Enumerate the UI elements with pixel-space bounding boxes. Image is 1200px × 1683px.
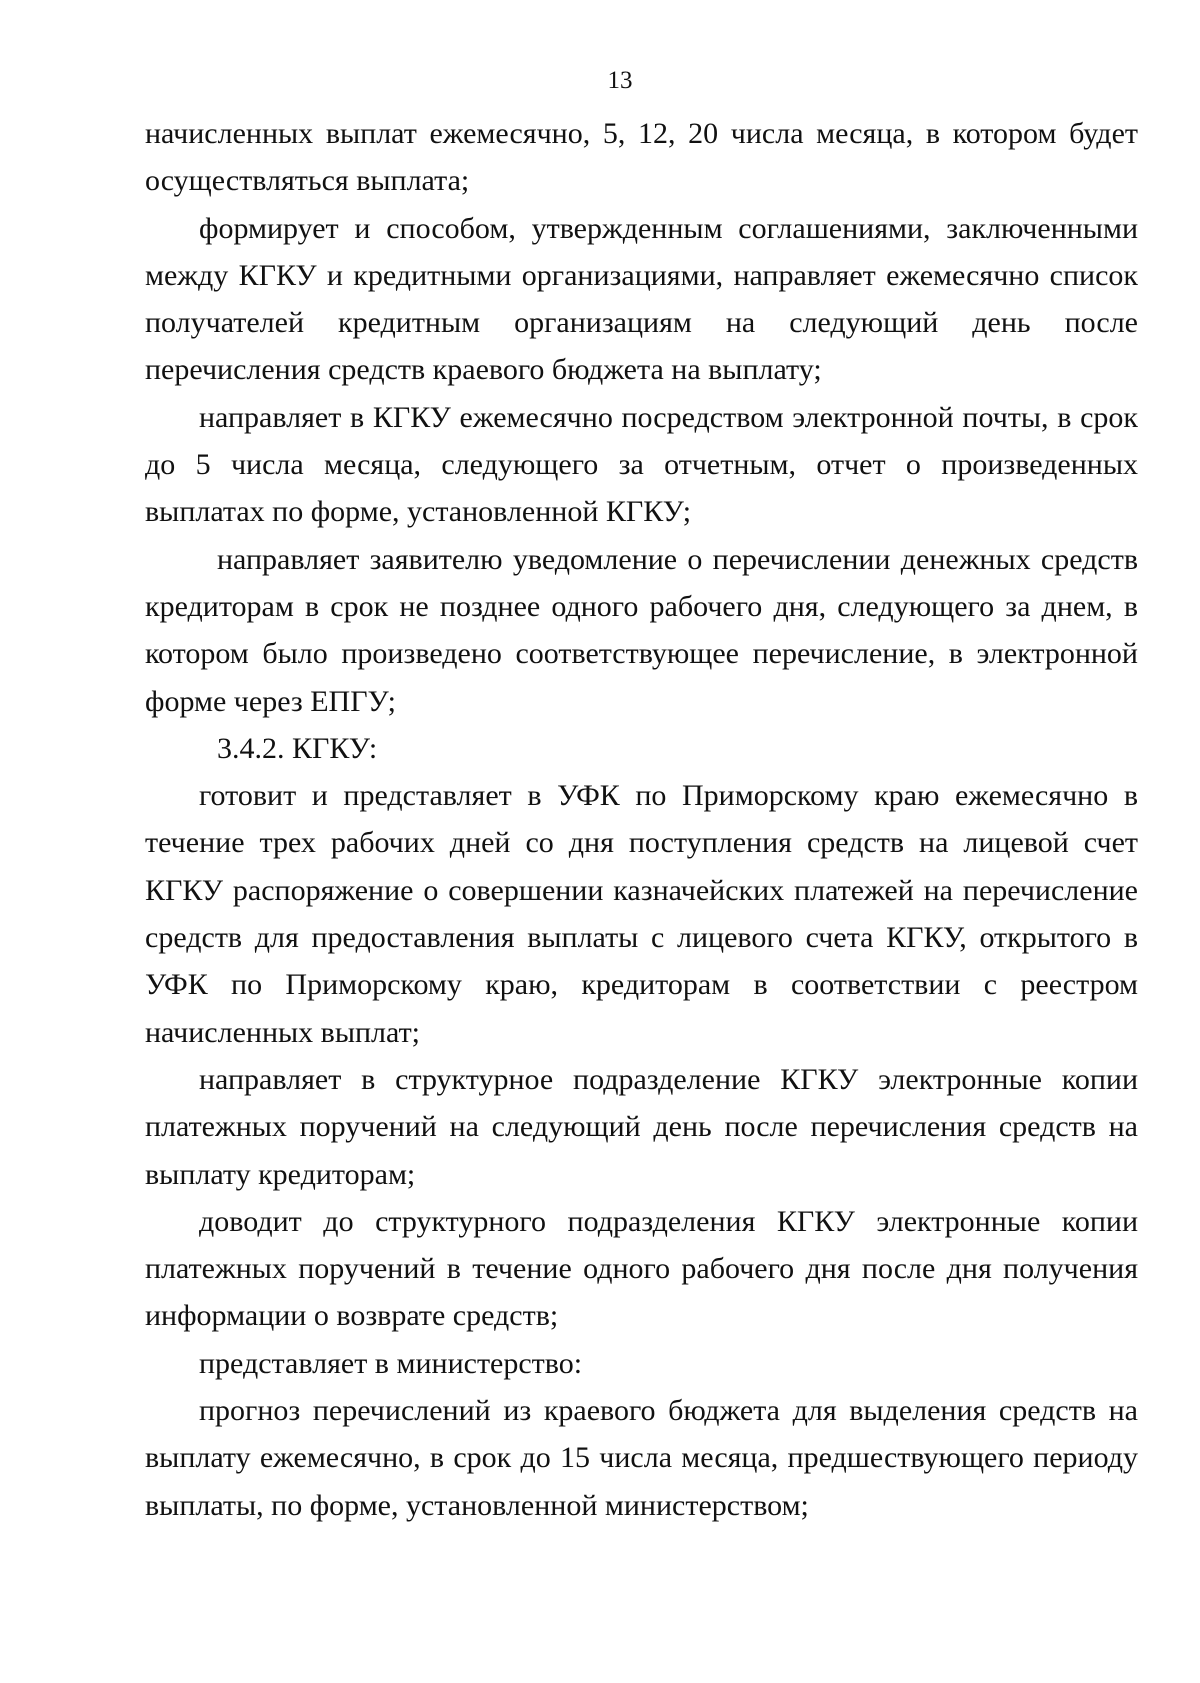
paragraph-prepares-order: готовит и представляет в УФК по Приморскому краю ежемесячно в течение трех рабочих дней со дня поступления средств на лицевой счет КГКУ распоряжение о совершении казначейских платежей на перечисление средств для предоставления выплаты с лицевого счета КГКУ, открытого в УФК по Приморскому краю, кредиторам в соответствии с реестром начисленных выплат; <box>145 779 1138 1049</box>
paragraph-sends-notification: направляет заявителю уведомление о перечислении денежных средств кредиторам в срок не позднее одного рабочего дня, следующего за днем, в котором было произведено соответствующее перечисление, в электронной форме через ЕПГУ; <box>145 542 1138 718</box>
paragraph-delivers-payment-copies: доводит до структурного подразделения КГКУ электронные копии платежных поручений в течение одного рабочего дня после дня получения информации о возврате средств; <box>145 1204 1138 1333</box>
document-body <box>145 110 1138 1529</box>
paragraph-submits-to-ministry: представляет в министерство: <box>199 1346 583 1380</box>
paragraph-forms-recipient-list: формирует и способом, утвержденным соглашениями, заключенными между КГКУ и кредитными организациями, направляет ежемесячно список получателей кредитным организациям на следующий день после перечисления средств краевого бюджета на выплату; <box>145 211 1138 387</box>
page-number: 13 <box>607 67 633 94</box>
paragraph-transfer-forecast: прогноз перечислений из краевого бюджета для выделения средств на выплату ежемесячно, в срок до 15 числа месяца, предшествующего периоду выплаты, по форме, установленной министерством; <box>145 1394 1138 1522</box>
paragraph-sends-payment-copies: направляет в структурное подразделение КГКУ электронные копии платежных поручений на следующий день после перечисления средств на выплату кредиторам; <box>145 1062 1138 1191</box>
paragraph-continuation: начисленных выплат ежемесячно, 5, 12, 20 числа месяца, в котором будет осуществляться выплата; <box>145 117 1138 198</box>
paragraph-sends-report: направляет в КГКУ ежемесячно посредством электронной почты, в срок до 5 числа месяца, следующего за отчетным, отчет о произведенных выплатах по форме, установленной КГКУ; <box>145 400 1138 529</box>
section-heading-3-4-2: 3.4.2. КГКУ: <box>217 731 378 765</box>
